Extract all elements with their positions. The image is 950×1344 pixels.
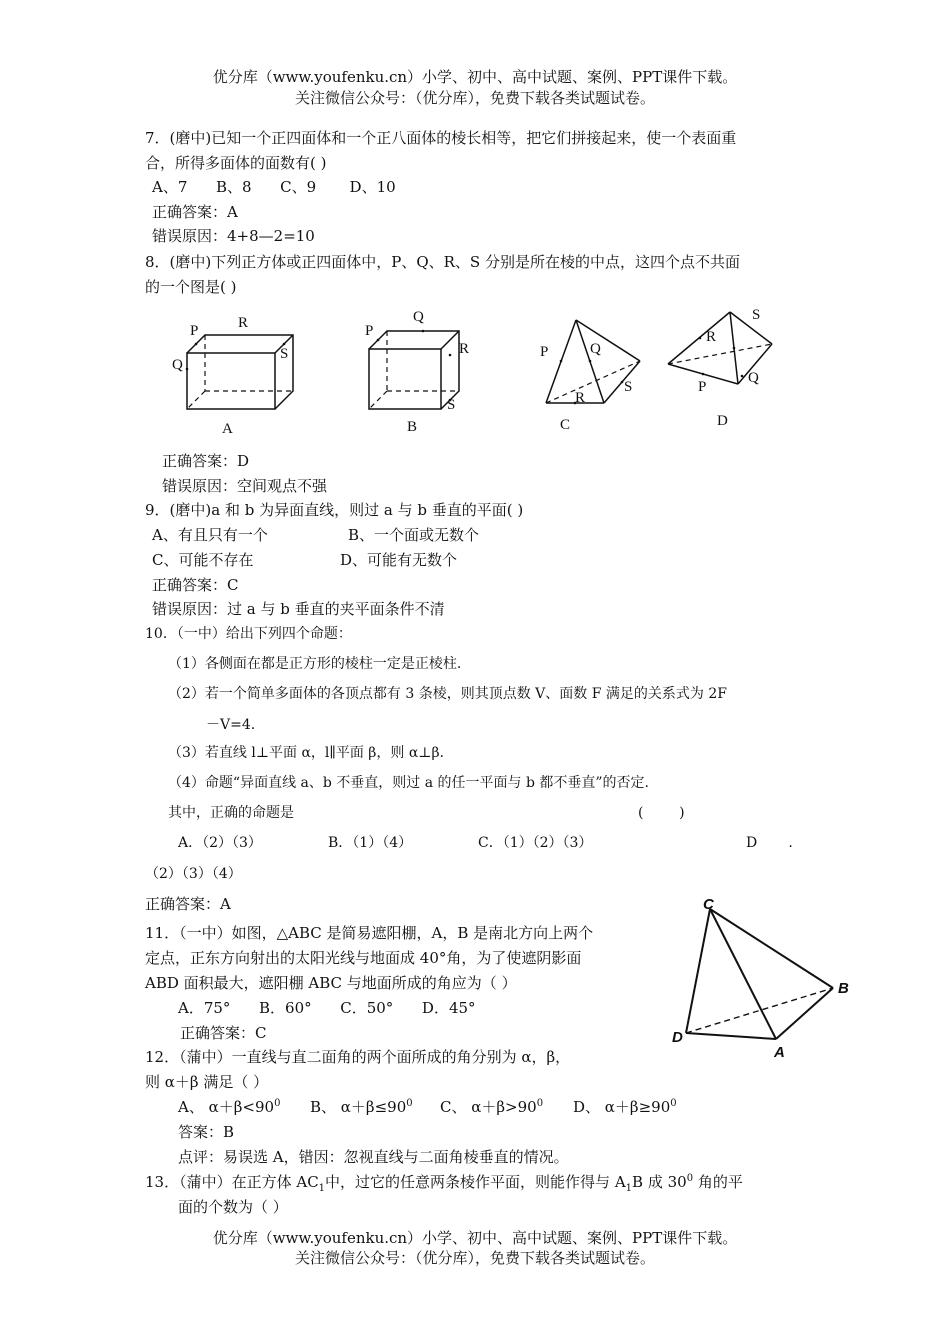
q10-option-a: A．（2）（3）	[178, 835, 262, 851]
footer-line-2: 关注微信公众号：（优分库），免费下载各类试题试卷。	[294, 1249, 655, 1267]
q11-stem-3: ABD 面积最大，遮阳棚 ABC 与地面所成的角应为（ ）	[145, 974, 517, 992]
q8-figure-a	[165, 305, 305, 440]
q11-fig-d: D	[672, 1029, 683, 1046]
q9-stem: 9．(磨中)a 和 b 为异面直线，则过 a 与 b 垂直的平面( )	[145, 501, 524, 519]
q11-options: A．75° B．60° C．50° D．45°	[178, 999, 476, 1017]
q8-stem-2: 的一个图是( )	[145, 278, 237, 296]
q10-stem: 10．（一中）给出下列四个命题：	[145, 626, 352, 642]
q12-option-c: C、 $\alpha+\beta>90^0$	[440, 1098, 544, 1116]
q9-reason: 错误原因：过 a 与 b 垂直的夹平面条件不清	[152, 600, 445, 618]
q8-a-q: Q	[172, 357, 183, 373]
q11-fig-a: A	[774, 1044, 785, 1061]
q9-option-c: C、可能不存在	[152, 551, 254, 569]
q8-c-p: P	[540, 344, 549, 360]
q8-b-p: P	[365, 323, 374, 339]
q8-a-p: P	[190, 323, 199, 339]
q8-b-s: S	[447, 397, 456, 413]
q8-a-s: S	[280, 346, 289, 362]
q10-prop-1: （1）各侧面在都是正方形的棱柱一定是正棱柱.	[168, 656, 462, 672]
q11-figure	[668, 893, 858, 1068]
q12-option-a: A、 $\alpha+\beta<90^0$	[178, 1098, 281, 1116]
q12-stem-1: 12．（蒲中）一直线与直二面角的两个面所成的角分别为 α，β，	[145, 1048, 571, 1066]
q13-stem-2: 面的个数为（ ）	[178, 1198, 288, 1216]
q10-prop-4: （4）命题“异面直线 a、b 不垂直，则过 a 的任一平面与 b 都不垂直”的否定.	[168, 775, 649, 791]
footer-line-1: 优分库（www.youfenku.cn）小学、初中、高中试题、案例、PPT课件下载。	[212, 1229, 738, 1247]
q7-stem-1: 7．(磨中)已知一个正四面体和一个正八面体的棱长相等，把它们拼接起来，使一个表面重	[145, 129, 737, 147]
q8-reason: 错误原因：空间观点不强	[162, 477, 328, 495]
q7-reason: 错误原因：4+8—2=10	[152, 227, 315, 245]
q10-option-d-cont: （2）（3）（4）	[145, 866, 242, 882]
q9-option-d: D、可能有无数个	[340, 551, 458, 569]
q8-b-label: B	[407, 419, 418, 435]
q7-answer: 正确答案：A	[152, 203, 238, 221]
q7-stem-2: 合，所得多面体的面数有( )	[145, 154, 327, 172]
q10-answer: 正确答案：A	[145, 895, 231, 913]
q12-option-d: D、 $\alpha+\beta\ge 90^0$	[573, 1098, 677, 1116]
header-line-1: 优分库（www.youfenku.cn）小学、初中、高中试题、案例、PPT课件下载。	[212, 68, 738, 86]
q8-d-s: S	[752, 307, 761, 323]
q8-b-r: R	[459, 341, 470, 357]
q10-option-c: C．（1）（2）（3）	[478, 835, 593, 851]
q8-d-r: R	[706, 329, 717, 345]
q8-c-s: S	[624, 379, 633, 395]
q10-option-d: D .	[746, 835, 793, 851]
q13-stem-1: 13．（蒲中）在正方体 $AC_1$中，过它的任意两条棱作平面，则能作得与 $A_1B$ 成 $30^0$ 角的平	[145, 1173, 743, 1194]
q10-option-b: B．（1）（4）	[328, 835, 413, 851]
q12-option-b: B、 $\alpha+\beta\le 90^0$	[310, 1098, 413, 1116]
q9-answer: 正确答案：C	[152, 576, 239, 594]
q8-a-label: A	[222, 421, 233, 437]
q11-fig-c: C	[703, 896, 714, 913]
q8-answer: 正确答案：D	[162, 452, 250, 470]
q11-stem-2: 定点，正东方向射出的太阳光线与地面成 40°角，为了使遮阴影面	[145, 949, 582, 967]
q8-d-label: D	[717, 413, 728, 429]
q10-paren: ( )	[638, 805, 685, 821]
q8-a-r: R	[238, 315, 249, 331]
q10-prop-3: （3）若直线 l⊥平面 α，l∥平面 β，则 α⊥β.	[168, 745, 445, 761]
q10-prop-2a: （2）若一个简单多面体的各顶点都有 3 条棱，则其顶点数 V、面数 F 满足的关系式为 2F	[168, 686, 727, 702]
q10-which: 其中，正确的命题是	[168, 805, 294, 821]
q8-stem-1: 8．(磨中)下列正方体或正四面体中，P、Q、R、S 分别是所在棱的中点，这四个点不共面	[145, 253, 740, 271]
q12-stem-2: 则 α＋β 满足（ ）	[145, 1073, 269, 1091]
q12-comment: 点评：易误选 A，错因：忽视直线与二面角棱垂直的情况。	[178, 1148, 569, 1166]
q8-c-label: C	[560, 417, 571, 433]
q8-figure-d	[660, 300, 790, 435]
q8-b-q: Q	[413, 309, 424, 325]
q9-option-b: B、一个面或无数个	[348, 526, 480, 544]
q9-option-a: A、有且只有一个	[152, 526, 268, 544]
q10-prop-2b: －V=4.	[206, 717, 256, 733]
header-line-2: 关注微信公众号：（优分库），免费下载各类试题试卷。	[294, 89, 655, 107]
q8-figure-b	[355, 305, 495, 440]
q11-answer: 正确答案：C	[180, 1024, 267, 1042]
q8-c-r: R	[575, 390, 586, 406]
q8-d-p: P	[698, 379, 707, 395]
q11-fig-b: B	[838, 980, 849, 997]
q8-figure-c	[530, 305, 660, 440]
q8-c-q: Q	[590, 341, 601, 357]
q12-answer: 答案：B	[178, 1123, 235, 1141]
q7-options: A、7 B、8 C、9 D、10	[152, 178, 396, 196]
q8-d-q: Q	[748, 370, 759, 386]
q11-stem-1: 11．（一中）如图，△ABC 是简易遮阳棚，A，B 是南北方向上两个	[145, 924, 594, 942]
